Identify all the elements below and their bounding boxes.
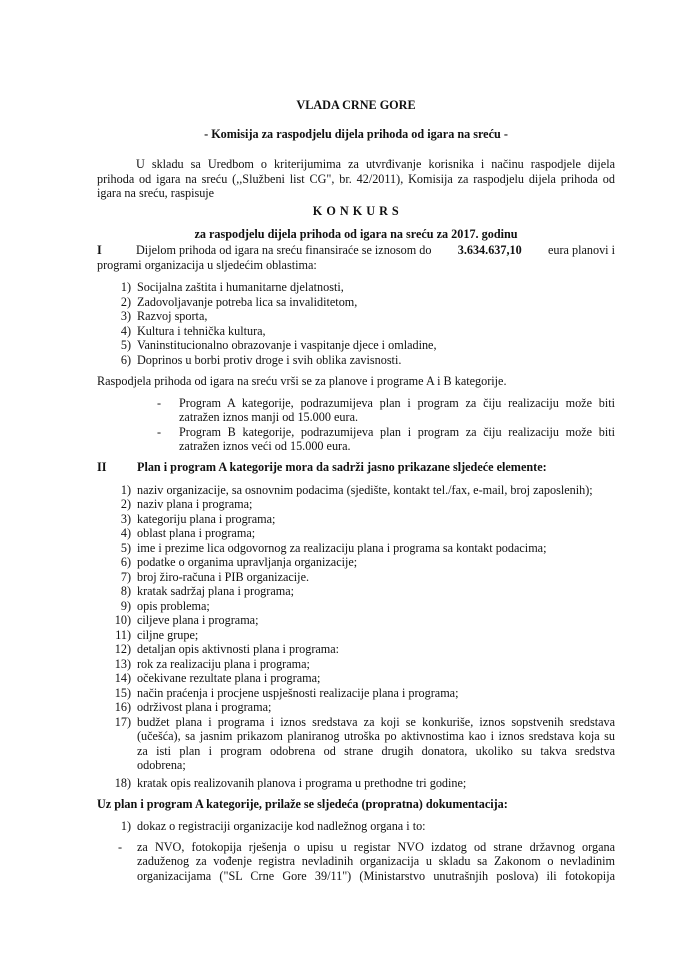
list-item: Kultura i tehnička kultura, bbox=[137, 324, 266, 338]
list-number: 4) bbox=[120, 526, 131, 540]
list-item: za NVO, fotokopija rješenja o upisu u registar NVO izdatog od strane državnog organa bbox=[137, 840, 615, 854]
list-item: odobrena; bbox=[137, 758, 186, 772]
list-item: ime i prezime lica odgovornog za realizaciju plana i programa sa kontakt podacima; bbox=[137, 541, 547, 555]
list-item: zatražen iznos manji od 15.000 eura. bbox=[179, 410, 359, 424]
list-item: Zadovoljavanje potreba lica sa invaliditetom, bbox=[137, 295, 358, 309]
list-item: kratak sadržaj plana i programa; bbox=[137, 584, 295, 598]
section-number: I bbox=[97, 243, 102, 257]
list-item: ciljeve plana i programa; bbox=[137, 613, 259, 627]
list-number: 17) bbox=[114, 715, 131, 729]
konkurs-subheading: za raspodjelu dijela prihoda od igara na sreću za 2017. godinu bbox=[194, 227, 518, 241]
list-item: Doprinos u borbi protiv droge i svih oblika zavisnosti. bbox=[137, 353, 402, 367]
list-number: 4) bbox=[120, 324, 131, 338]
list-item: ciljne grupe; bbox=[137, 628, 199, 642]
list-item: zaduženog za vođenje registra nevladinih organizacija u skladu sa Zakonom o nevladinim bbox=[137, 854, 615, 868]
list-item: budžet plana i programa i iznos sredstava za koji se konkuriše, iznos sopstvenih sredstava bbox=[137, 715, 615, 729]
list-number: 2) bbox=[120, 295, 131, 309]
list-item: oblast plana i programa; bbox=[137, 526, 256, 540]
distribution-text: Raspodjela prihoda od igara na sreću vrši se za planove i programe A i B kategorije. bbox=[97, 374, 507, 388]
list-dash: - bbox=[157, 396, 162, 410]
document-title: VLADA CRNE GORE bbox=[296, 98, 416, 112]
section-1-line bbox=[136, 243, 615, 258]
list-number: 5) bbox=[120, 338, 131, 352]
list-item: održivost plana i programa; bbox=[137, 700, 272, 714]
list-number: 1) bbox=[120, 280, 131, 294]
intro-line: prihoda od igara na sreću (,,Službeni list CG", br. 42/2011), Komisija za raspodjelu dijela prihoda od bbox=[97, 172, 615, 186]
list-item: Program A kategorije, podrazumijeva plan i program za čiju realizaciju može biti bbox=[179, 396, 615, 410]
list-number: 5) bbox=[120, 541, 131, 555]
list-dash: - bbox=[118, 840, 123, 854]
list-item: naziv plana i programa; bbox=[137, 497, 253, 511]
list-number: 9) bbox=[120, 599, 131, 613]
list-item: opis problema; bbox=[137, 599, 210, 613]
section-2-heading: Plan i program A kategorije mora da sadrži jasno prikazane sljedeće elemente: bbox=[137, 460, 547, 474]
section-1-text: eura planovi i bbox=[547, 243, 615, 257]
list-number: 7) bbox=[120, 570, 131, 584]
list-item: kratak opis realizovanih planova i programa u prethodne tri godine; bbox=[137, 776, 467, 790]
list-item: Socijalna zaštita i humanitarne djelatnosti, bbox=[137, 280, 344, 294]
list-number: 18) bbox=[114, 776, 131, 790]
list-item: Program B kategorije, podrazumijeva plan i program za čiju realizaciju može biti bbox=[179, 425, 615, 439]
konkurs-heading: K O N K U R S bbox=[312, 204, 400, 218]
list-item: očekivane rezultate plana i programa; bbox=[137, 671, 321, 685]
list-item: detaljan opis aktivnosti plana i programa: bbox=[137, 642, 340, 656]
document-subtitle: - Komisija za raspodjelu dijela prihoda od igara na sreću - bbox=[204, 127, 508, 141]
list-item: kategoriju plana i programa; bbox=[137, 512, 276, 526]
list-number: 6) bbox=[120, 555, 131, 569]
intro-line: igara na sreću, raspisuje bbox=[97, 186, 215, 200]
list-number: 11) bbox=[115, 628, 131, 642]
section-1-text: Dijelom prihoda od igara na sreću finansiraće se iznosom do bbox=[136, 243, 432, 257]
list-item: naziv organizacije, sa osnovnim podacima (sjedište, kontakt tel./fax, e-mail, broj zaposlenih); bbox=[137, 483, 593, 497]
list-number: 15) bbox=[114, 686, 131, 700]
list-item: za isti plan i program odobrena od strane drugih donatora, ukoliko su takva sredstva bbox=[137, 744, 615, 758]
list-dash: - bbox=[157, 425, 162, 439]
list-number: 14) bbox=[114, 671, 131, 685]
list-item: dokaz o registraciji organizacije kod nadležnog organa i to: bbox=[137, 819, 426, 833]
section-1-text: programi organizacija u sljedećim oblastima: bbox=[97, 258, 317, 272]
list-number: 12) bbox=[114, 642, 131, 656]
documentation-heading: Uz plan i program A kategorije, prilaže se sljedeća (propratna) dokumentacija: bbox=[97, 797, 508, 811]
list-number: 3) bbox=[120, 309, 131, 323]
list-item: broj žiro-računa i PIB organizacije. bbox=[137, 570, 310, 584]
list-item: podatke o organima upravljanja organizacije; bbox=[137, 555, 358, 569]
list-number: 2) bbox=[120, 497, 131, 511]
list-item: način praćenja i procjene uspješnosti realizacije plana i programa; bbox=[137, 686, 459, 700]
list-number: 6) bbox=[120, 353, 131, 367]
list-number: 13) bbox=[114, 657, 131, 671]
list-item: Vaninstitucionalno obrazovanje i vaspitanje djece i omladine, bbox=[137, 338, 437, 352]
list-item: zatražen iznos veći od 15.000 eura. bbox=[179, 439, 351, 453]
list-item: Razvoj sporta, bbox=[137, 309, 208, 323]
list-item: (učešća), sa jasnim prikazom planiranog utroška po aktivnostima kao i iznos sredstava koja su bbox=[137, 729, 615, 743]
list-number: 8) bbox=[120, 584, 131, 598]
intro-line: U skladu sa Uredbom o kriterijumima za utvrđivanje korisnika i načinu raspodjele dijela bbox=[136, 157, 615, 171]
funding-amount: 3.634.637,10 bbox=[457, 243, 522, 257]
list-number: 16) bbox=[114, 700, 131, 714]
list-number: 10) bbox=[114, 613, 131, 627]
list-number: 1) bbox=[120, 483, 131, 497]
list-item: organizacijama ("SL Crne Gore 39/11") (Ministarstvo unutrašnjih poslova) ili fotokopija bbox=[137, 869, 615, 883]
section-number: II bbox=[97, 460, 107, 474]
list-item: rok za realizaciju plana i programa; bbox=[137, 657, 310, 671]
list-number: 3) bbox=[120, 512, 131, 526]
list-number: 1) bbox=[120, 819, 131, 833]
